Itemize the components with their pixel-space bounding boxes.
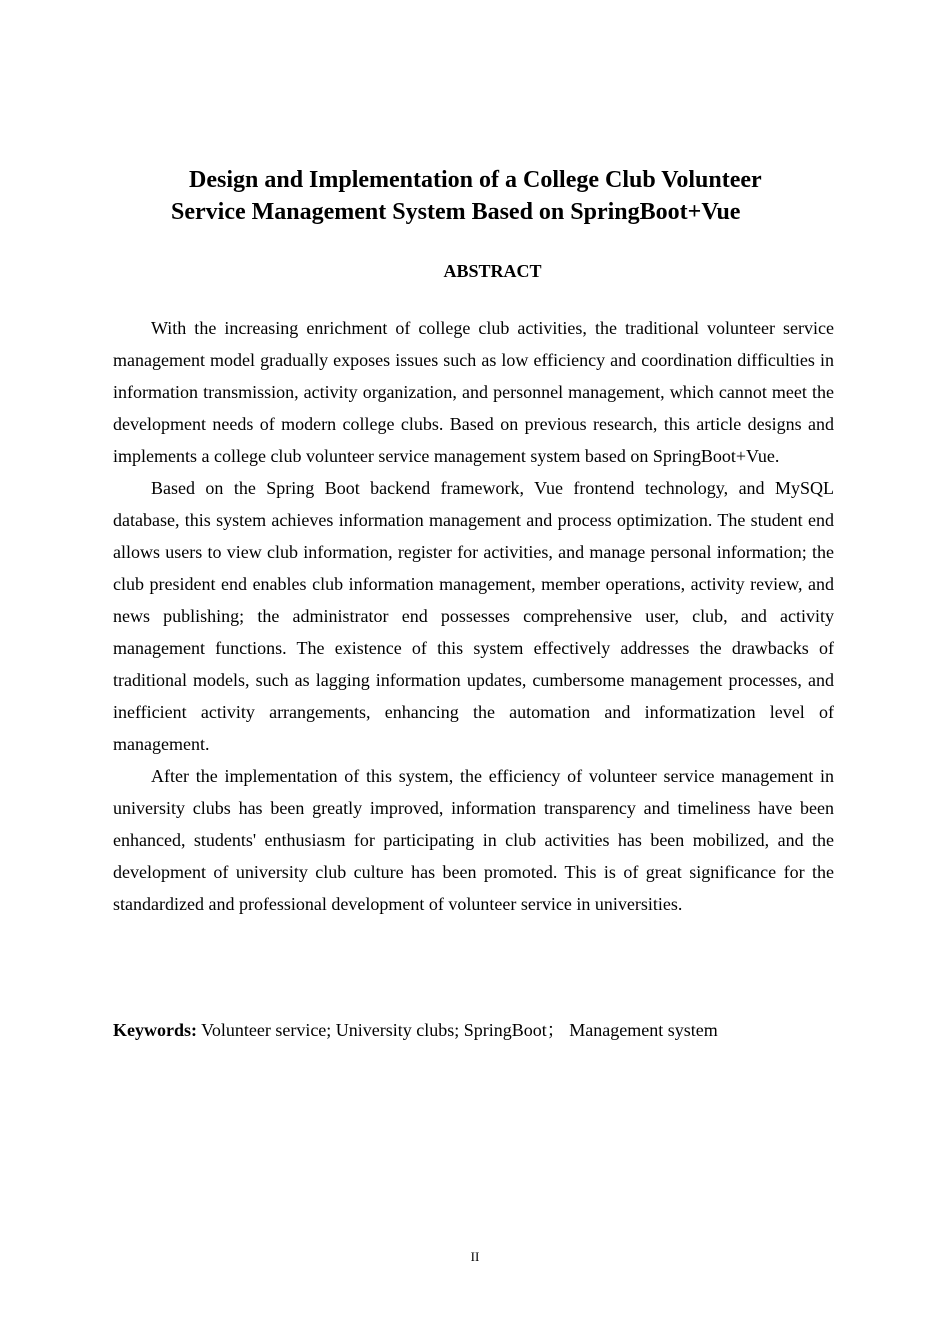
abstract-paragraph-1: With the increasing enrichment of college club activities, the traditional volunteer service management model gradually exposes issues such as low efficiency and coordination difficulties in information transmission, activity organization, and personnel management, which cannot meet the development needs of modern college clubs. Based on previous research, this article designs and implements a college club volunteer service management system based on SpringBoot+Vue. — [113, 318, 834, 466]
keywords-text: Volunteer service; University clubs; SpringBoot； Management system — [197, 1020, 718, 1040]
keywords-label: Keywords: — [113, 1020, 197, 1040]
paper-title — [0, 164, 950, 228]
abstract-paragraph-3: After the implementation of this system, the efficiency of volunteer service management in university clubs has been greatly improved, information transparency and timeliness have been enhanced, students' enthusiasm for participating in club activities has been mobilized, and the development of university club culture has been promoted. This is of great significance for the standardized and professional development of volunteer service in universities. — [113, 766, 834, 914]
keywords-line — [113, 1014, 873, 1046]
page-number: II — [470, 1249, 480, 1264]
abstract-paragraph-2: Based on the Spring Boot backend framework, Vue frontend technology, and MySQL database, this system achieves information management and process optimization. The student end allows users to view club information, register for activities, and manage personal information; the club president end enables club information management, member operations, activity review, and news publishing; the administrator end possesses comprehensive user, club, and activity management functions. The existence of this system effectively addresses the drawbacks of traditional models, such as lagging information updates, cumbersome management processes, and inefficient activity arrangements, enhancing the automation and informatization level of management. — [113, 478, 834, 754]
paper-title-line-1: Design and Implementation of a College Club Volunteer — [189, 167, 762, 193]
paper-title-line-2: Service Management System Based on SpringBoot+Vue — [171, 199, 741, 225]
abstract-body — [113, 312, 834, 920]
abstract-heading: ABSTRACT — [443, 261, 542, 281]
